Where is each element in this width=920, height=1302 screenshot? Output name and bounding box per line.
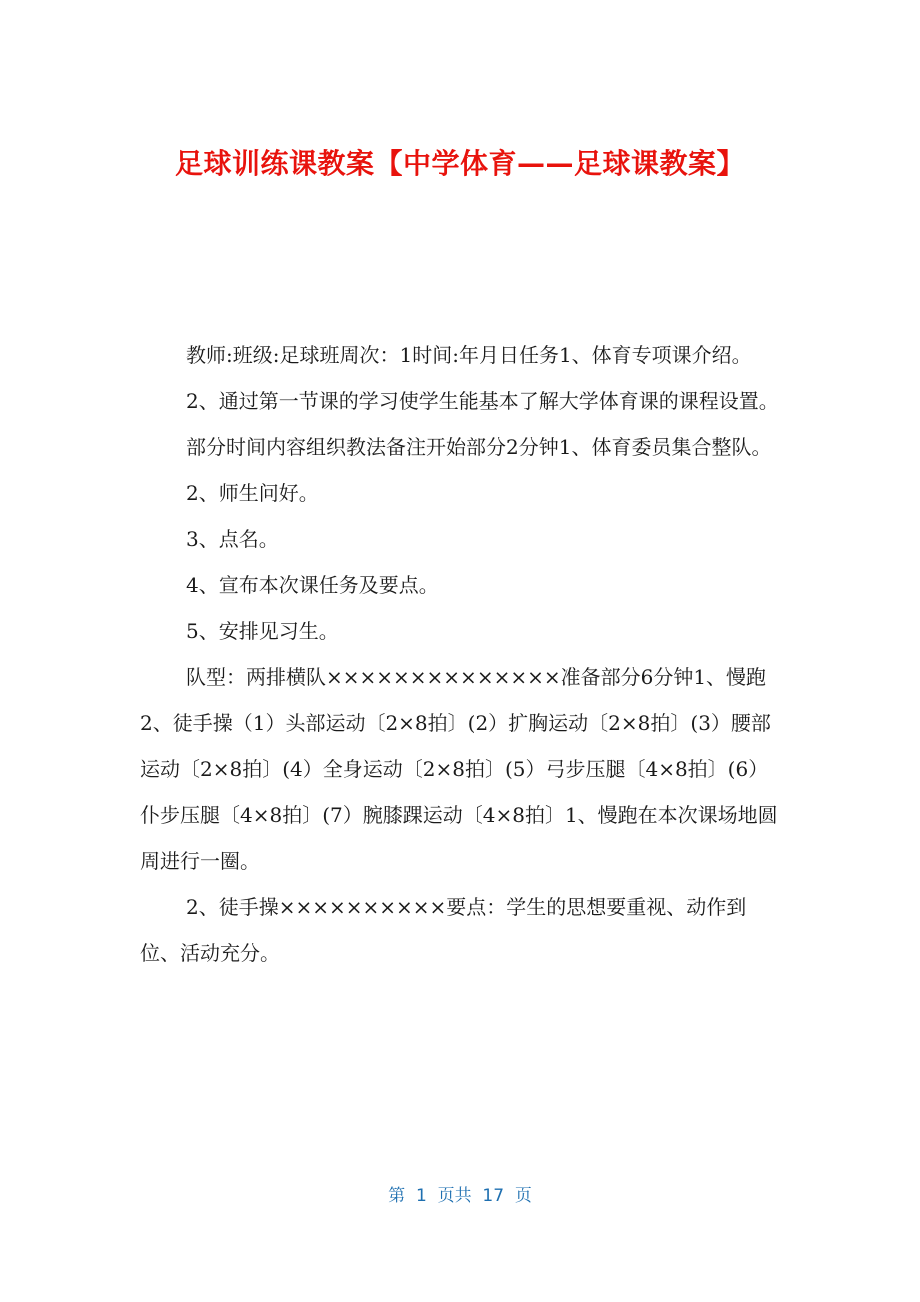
paragraph: 4、宣布本次课任务及要点。 [186,573,439,597]
document-body [140,332,785,976]
paragraph: 2、通过第一节课的学习使学生能基本了解大学体育课的课程设置。 [186,389,779,413]
document-title: 足球训练课教案【中学体育——足球课教案】 [174,147,745,180]
paragraph: 2、师生问好。 [186,481,319,505]
paragraph: 5、安排见习生。 [186,619,339,643]
page-footer: 第 1 页共 17 页 [388,1186,532,1206]
paragraph: 队型：两排横队××××××××××××××准备部分6分钟1、慢跑2、徒手操（1）头部运动〔2×8拍〕(2）扩胸运动〔2×8拍〕(3）腰部运动〔2×8拍〕(4）全身运动〔2×8拍〕(5）弓步压腿〔4×8拍〕(6）仆步压腿〔4×8拍〕(7）腕膝踝运动〔4×8拍〕1、慢跑在本次课场地圆周进行一圈。 [140,665,778,873]
paragraph: 3、点名。 [186,527,279,551]
paragraph: 2、徒手操××××××××××要点：学生的思想要重视、动作到位、活动充分。 [140,895,747,965]
paragraph: 教师:班级:足球班周次：1时间:年月日任务1、体育专项课介绍。 [186,343,752,367]
paragraph: 部分时间内容组织教法备注开始部分2分钟1、体育委员集合整队。 [186,435,772,459]
